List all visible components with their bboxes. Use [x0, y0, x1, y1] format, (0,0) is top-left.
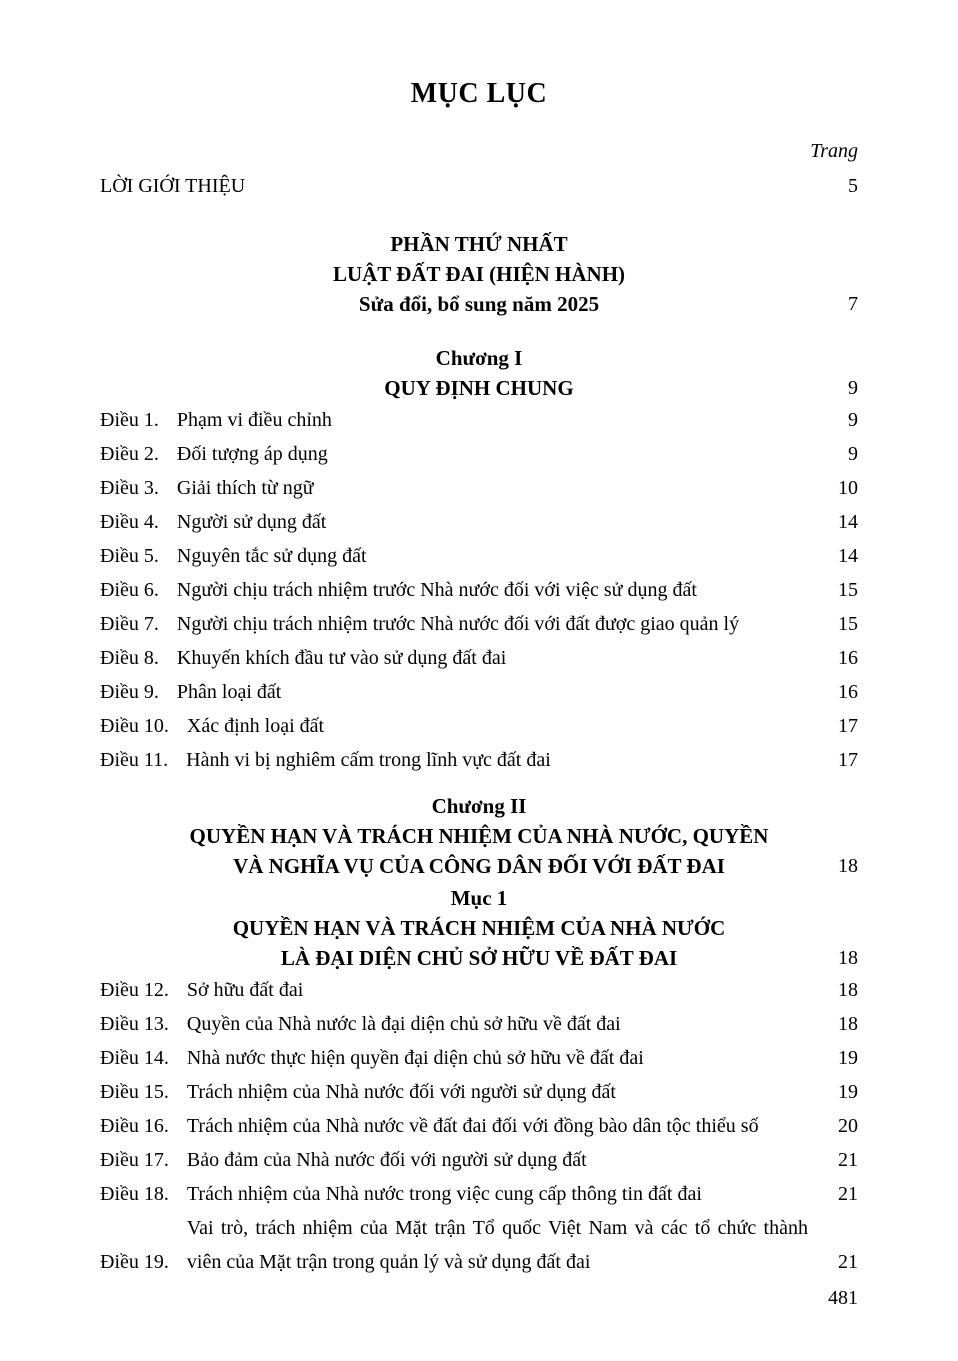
toc-entry [100, 539, 858, 573]
toc-entry [100, 1211, 858, 1279]
entry-label: Điều 9. [100, 681, 159, 703]
section-page: 18 [838, 947, 858, 969]
entry-page: 18 [838, 1013, 858, 1035]
part-title: LUẬT ĐẤT ĐAI (HIỆN HÀNH) [332, 262, 626, 286]
entry-title: Hành vi bị nghiêm cấm trong lĩnh vực đất đai [186, 749, 551, 771]
entry-page: 9 [848, 409, 858, 431]
section-1-heading [100, 883, 858, 973]
entry-label: Điều 3. [100, 477, 159, 499]
entry-label: Điều 4. [100, 511, 159, 533]
chapter-name: Chương I [435, 346, 523, 370]
part-page: 7 [848, 293, 858, 315]
entry-page: 16 [838, 647, 858, 669]
toc-entry [100, 1007, 858, 1041]
entry-page: 15 [838, 579, 858, 601]
toc-entry-intro [100, 169, 858, 203]
toc-entry [100, 505, 858, 539]
entry-label: Điều 7. [100, 613, 159, 635]
toc-entry [100, 403, 858, 437]
toc-entry [100, 675, 858, 709]
entry-title: Trách nhiệm của Nhà nước về đất đai đối với đồng bào dân tộc thiểu số [186, 1115, 759, 1137]
entry-title: Phân loại đất [176, 681, 282, 703]
toc-entry [100, 709, 858, 743]
entry-title: Quyền của Nhà nước là đại diện chủ sở hữu về đất đai [186, 1013, 621, 1035]
entry-page: 5 [848, 175, 858, 197]
entry-label: Điều 2. [100, 443, 159, 465]
entry-label: Điều 18. [100, 1183, 169, 1205]
entry-title: Người chịu trách nhiệm trước Nhà nước đối với việc sử dụng đất [176, 579, 697, 601]
section-title-line1: QUYỀN HẠN VÀ TRÁCH NHIỆM CỦA NHÀ NƯỚC [232, 916, 726, 940]
entry-label: Điều 13. [100, 1013, 169, 1035]
entry-page: 10 [838, 477, 858, 499]
entry-title: Sở hữu đất đai [186, 979, 304, 1001]
toc-entry [100, 1075, 858, 1109]
toc-entry [100, 641, 858, 675]
entry-page: 21 [838, 1251, 858, 1273]
entry-title: Vai trò, trách nhiệm của Mặt trận Tổ quốc Việt Nam và các tổ chức thành viên của Mặt trận trong quản lý và sử dụng đất đai [186, 1217, 808, 1273]
entry-page: 14 [838, 511, 858, 533]
entry-title: Giải thích từ ngữ [176, 477, 314, 499]
chapter-name: Chương II [431, 794, 527, 818]
toc-entry [100, 437, 858, 471]
entry-label: Điều 12. [100, 979, 169, 1001]
entry-title: Trách nhiệm của Nhà nước trong việc cung cấp thông tin đất đai [186, 1183, 702, 1205]
toc-entry [100, 573, 858, 607]
page-column-header: Trang [810, 140, 858, 162]
toc-entry [100, 1177, 858, 1211]
toc-entry [100, 1143, 858, 1177]
section-title-line2: LÀ ĐẠI DIỆN CHỦ SỞ HỮU VỀ ĐẤT ĐAI [280, 946, 678, 970]
entry-page: 15 [838, 613, 858, 635]
part-edition: Sửa đổi, bổ sung năm 2025 [358, 292, 600, 316]
entry-page: 21 [838, 1149, 858, 1171]
entry-label: Điều 10. [100, 715, 169, 737]
entry-label: Điều 19. [100, 1251, 169, 1273]
entry-page: 9 [848, 443, 858, 465]
entry-label: Điều 1. [100, 409, 159, 431]
entry-page: 16 [838, 681, 858, 703]
entry-title: Khuyến khích đầu tư vào sử dụng đất đai [176, 647, 507, 669]
entry-page: 18 [838, 979, 858, 1001]
folio-page-number: 481 [828, 1287, 858, 1309]
page-title: MỤC LỤC [410, 78, 548, 109]
entry-page: 19 [838, 1047, 858, 1069]
entry-title: Trách nhiệm của Nhà nước đối với người sử dụng đất [186, 1081, 616, 1103]
entry-title: Bảo đảm của Nhà nước đối với người sử dụng đất [186, 1149, 587, 1171]
entry-title: Đối tượng áp dụng [176, 443, 328, 465]
chapter-2-items [100, 973, 858, 1279]
entry-page: 21 [838, 1183, 858, 1205]
chapter-1-items [100, 403, 858, 777]
chapter-title-line2: VÀ NGHĨA VỤ CỦA CÔNG DÂN ĐỐI VỚI ĐẤT ĐAI [233, 854, 725, 878]
entry-label: Điều 11. [100, 749, 169, 771]
entry-label: Điều 15. [100, 1081, 169, 1103]
chapter-page: 18 [838, 855, 858, 877]
toc-entry [100, 743, 858, 777]
entry-page: 19 [838, 1081, 858, 1103]
entry-title: Nhà nước thực hiện quyền đại diện chủ sở hữu về đất đai [186, 1047, 644, 1069]
entry-title: Người chịu trách nhiệm trước Nhà nước đối với đất được giao quản lý [176, 613, 740, 635]
chapter-page: 9 [848, 377, 858, 399]
toc-entry [100, 471, 858, 505]
chapter-1-heading [100, 343, 858, 403]
entry-title: Xác định loại đất [186, 715, 325, 737]
entry-title: LỜI GIỚI THIỆU [100, 175, 246, 197]
toc-entry [100, 1041, 858, 1075]
entry-page: 17 [838, 715, 858, 737]
entry-label: Điều 16. [100, 1115, 169, 1137]
entry-page: 14 [838, 545, 858, 567]
entry-page: 17 [838, 749, 858, 771]
entry-label: Điều 17. [100, 1149, 169, 1171]
section-name: Mục 1 [450, 886, 508, 910]
entry-page: 20 [838, 1115, 858, 1137]
entry-label: Điều 8. [100, 647, 159, 669]
entry-title: Người sử dụng đất [176, 511, 327, 533]
entry-label: Điều 6. [100, 579, 159, 601]
entry-label: Điều 5. [100, 545, 159, 567]
chapter-title-line1: QUYỀN HẠN VÀ TRÁCH NHIỆM CỦA NHÀ NƯỚC, QUYỀN [189, 824, 769, 848]
part-name: PHẦN THỨ NHẤT [390, 232, 568, 256]
entry-label: Điều 14. [100, 1047, 169, 1069]
toc-entry [100, 973, 858, 1007]
entry-title: Phạm vi điều chỉnh [176, 409, 332, 431]
chapter-title: QUY ĐỊNH CHUNG [384, 376, 574, 400]
toc-entry [100, 607, 858, 641]
chapter-2-heading [100, 791, 858, 881]
toc-entry [100, 1109, 858, 1143]
part-heading [100, 229, 858, 319]
entry-title: Nguyên tắc sử dụng đất [176, 545, 367, 567]
